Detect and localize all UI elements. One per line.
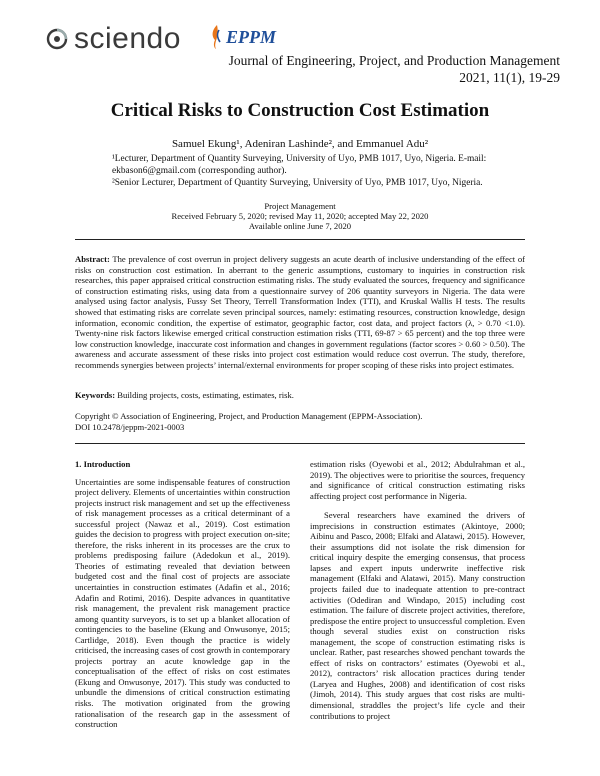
body-left-column [75, 459, 290, 730]
body-right-column [310, 459, 525, 721]
section-heading: 1. Introduction [75, 459, 131, 469]
author-list: Samuel Ekung¹, Adeniran Lashinde², and Emmanuel Adu² [171, 138, 429, 150]
paragraph: Uncertainties are some indispensable features of construction project delivery. Elements of uncertainties within construction projects instruct risk management and set up the effectiveness of risk management processes as a critical determinant of a successful project (Nawaz et al., 2019). Cost estimation guides the decision to progress with project execution on-site; therefore, the risks inherent in its processes are the crux to problems predisposing failure (Adedokun et al., 2019). Theories of estimating revealed that deviation between budgeted cost and the final cost of projects are associate uncertainties in construction estimates (Adafin et al., 2016; Adafin and Rotimi, 2016). Despite advances in quantitative risk management, the prevalent risk management practice among quantity surveyors, is to set up a blanket allocation of contingencies to the baseline (Ekung and Onwusonye, 2015; Cartlidge, 2018). Even though the practice is widely criticised, the increasing cases of cost growth in contemporary projects portray an acute knowledge gap in the conceptualisation of the effect of risks on cost estimates (Ekung and Onwusonye, 2017). This study was conducted to unbundle the dimensions of critical construction estimating risks. The motivation originated from the growing rationalisation of the research gap in the assessment of construction [75, 476, 290, 730]
keywords-text: Building projects, costs, estimating, estimates, risk. [117, 390, 294, 400]
keywords-label: Keywords: [75, 390, 116, 400]
abstract-text: The prevalence of cost overrun in project delivery suggests an acute dearth of inclusive understanding of the effect of risks on construction cost estimation. In aberrant to the generic assumptions, customary to inquiries in construction risk researches, this paper appraised critical construction estimating risks. The study evaluated the sources, frequency and significance of construction estimating risks, using data from a questionnaire survey of 206 quantity surveyors in Nigeria. The data were analysed using factor analysis, Fussy Set Theory, Terrell Transformation Index (TTI), and Kruskal Wallis H tests. The results showed that estimating risks are correlate seven principal sources, namely: estimating resources, construction knowledge, design information, economic condition, the expertise of estimator, geographic factor, cost data, and project factors (λ, > 0.70 <1.0). Twenty-nine risk factors likewise emerged critical construction estimation risks (TTI, 69-87 > 65 percent) and the top three were low construction knowledge, inaccurate cost information and changes in government regulations (factor scores > 0.60 > 0.50). The awareness and accurate assessment of these risks into project cost estimation would reduce cost overrun. The study, therefore, recommends synergies between projects’ internal/external environments for proper scoping of these risks into project estimates. [75, 254, 525, 370]
paper-title: Critical Risks to Construction Cost Estimation [110, 100, 490, 121]
abstract-label: Abstract: [75, 254, 110, 264]
copyright-block [75, 411, 525, 432]
keywords-block [75, 390, 525, 400]
divider [75, 239, 525, 240]
eppm-wordmark: EPPM [226, 26, 277, 47]
sciendo-logo [46, 22, 181, 56]
doi-text: DOI 10.2478/jeppm-2021-0003 [75, 421, 185, 432]
divider [75, 443, 525, 444]
affiliation-1: ¹Lecturer, Department of Quantity Surveying, University of Uyo, PMB 1017, Uyo, Nigeria. E-mail: ekbason6@gmail.com (corresponding author). [112, 154, 487, 176]
article-dates: Received February 5, 2020; revised May 11, 2020; accepted May 22, 2020 [171, 211, 429, 221]
sciendo-swirl-icon [46, 28, 68, 50]
paragraph: Several researchers have examined the drivers of imprecisions in construction estimates (Akintoye, 2000; Aibinu and Pasco, 2008; Elfaki and Alatawi, 2015). However, their assumptions did not isolate the risk dimension for critical inquiry despite the emerging consensus, that process lapses and expert inputs underwrite ineffective risk management (Elfaki and Alatawi, 2015). Many construction projects failed due to inadequate attention to pre-contract activities (Odediran and Windapo, 2015) including cost estimation. The failure of discrete project activities, therefore, predispose the entire project to unsuccessful completion. Even though several studies exist on construction risks management, the scope of construction estimating risks is unclear. Rather, past researches showed penchant towards the effect of risks on contractors’ estimates (Oyewobi et al., 2012), contractors’ risk allocation practices during tender (Laryea and Hughes, 2008) and identification of cost risks (Jimoh, 2014). This study argues that cost risks are multi-dimensional, straddles the project’s life cycle and their contributions to project [310, 510, 525, 721]
journal-volume: 2021, 11(1), 19-29 [459, 70, 560, 85]
article-category: Project Management [264, 201, 336, 211]
eppm-logo [208, 24, 276, 50]
copyright-text: Copyright © Association of Engineering, Project, and Production Management (EPPM-Association). [75, 411, 423, 421]
sciendo-wordmark: sciendo [74, 22, 181, 55]
journal-citation [229, 52, 560, 86]
journal-name: Journal of Engineering, Project, and Production Management [228, 53, 560, 68]
eppm-flame-icon [208, 24, 224, 50]
online-date: Available online June 7, 2020 [248, 221, 352, 231]
affiliation-2: ²Senior Lecturer, Department of Quantity Surveying, University of Uyo, PMB 1017, Uyo, Nigeria. [112, 178, 483, 188]
abstract-block [75, 254, 525, 371]
paragraph: estimation risks (Oyewobi et al., 2012; Abdulrahman et al., 2019). The objectives were to prioritise the sources, frequency and significance of critical construction estimating risks affecting project cost performance in Nigeria. [310, 459, 525, 501]
